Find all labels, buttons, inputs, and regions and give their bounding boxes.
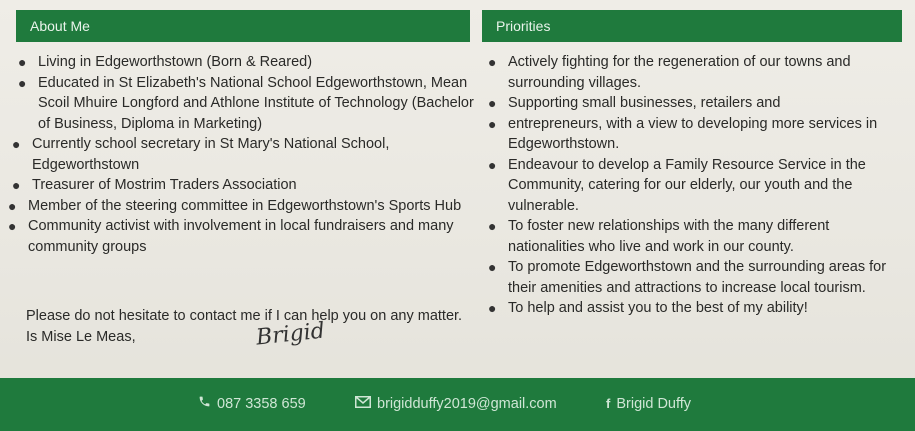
bullet-icon: ● [488,300,497,316]
phone-number: 087 3358 659 [217,396,306,412]
phone-icon [198,395,211,413]
list-item: ● Endeavour to develop a Family Resource Service in the Community, catering for our elderly, our youth and the vulnerable. [488,156,866,214]
bullet-icon: ● [488,259,497,275]
list-item: ● entrepreneurs, with a view to developing more services in Edgeworthstown. [488,115,878,152]
closing-note: Please do not hesitate to contact me if I can help you on any matter. Is Mise Le Meas, [26,308,463,345]
bullet-icon: ● [18,54,27,70]
bullet-icon: ● [488,95,497,111]
list-item: ● To help and assist you to the best of my ability! [508,298,903,319]
bullet-icon: ● [488,115,497,132]
priorities-list [488,52,903,319]
about-me-header [16,10,470,42]
bullet-icon: ● [18,74,27,91]
facebook-contact[interactable] [606,395,691,413]
phone-contact[interactable] [198,395,306,413]
email-contact[interactable] [355,395,557,413]
list-item: ● Treasurer of Mostrim Traders Association [32,175,478,196]
list-item: ● Currently school secretary in St Mary's National School, Edgeworthstown [12,136,390,173]
list-item: ● Actively fighting for the regeneration of our towns and surrounding villages. [488,54,851,91]
signature: Brigid [254,318,327,351]
list-item: ● Supporting small businesses, retailers and [508,93,903,114]
list-item: ● Educated in St Elizabeth's National School Edgeworthstown, Mean Scoil Mhuire Longford and Athlone Institute of Technology (Bachelor of Business, Diploma in Marketing) [18,74,474,132]
bullet-icon: ● [12,136,21,152]
bullet-icon: ● [488,54,497,70]
bullet-icon: ● [12,177,21,193]
bullet-icon: ● [8,197,17,214]
about-me-list [8,52,478,257]
bullet-icon: ● [488,218,497,234]
priorities-header [482,10,902,42]
list-item: ● Living in Edgeworthstown (Born & Reared) [38,52,478,73]
email-address: brigidduffy2019@gmail.com [377,396,557,412]
list-item: ● To foster new relationships with the many different nationalities who live and work in our county. [488,218,830,255]
facebook-icon: f [606,396,611,411]
list-item: ● Community activist with involvement in local fundraisers and many community groups [8,218,454,255]
list-item: ● Member of the steering committee in Edgeworthstown's Sports Hub [28,196,478,217]
priorities-title: Priorities [496,18,551,34]
about-me-title: About Me [30,18,90,34]
bullet-icon: ● [8,218,17,234]
envelope-icon [355,395,371,413]
bullet-icon: ● [488,156,497,173]
facebook-name: Brigid Duffy [616,396,692,412]
list-item: ● To promote Edgeworthstown and the surrounding areas for their amenities and attractions to increase local tourism. [488,259,887,296]
